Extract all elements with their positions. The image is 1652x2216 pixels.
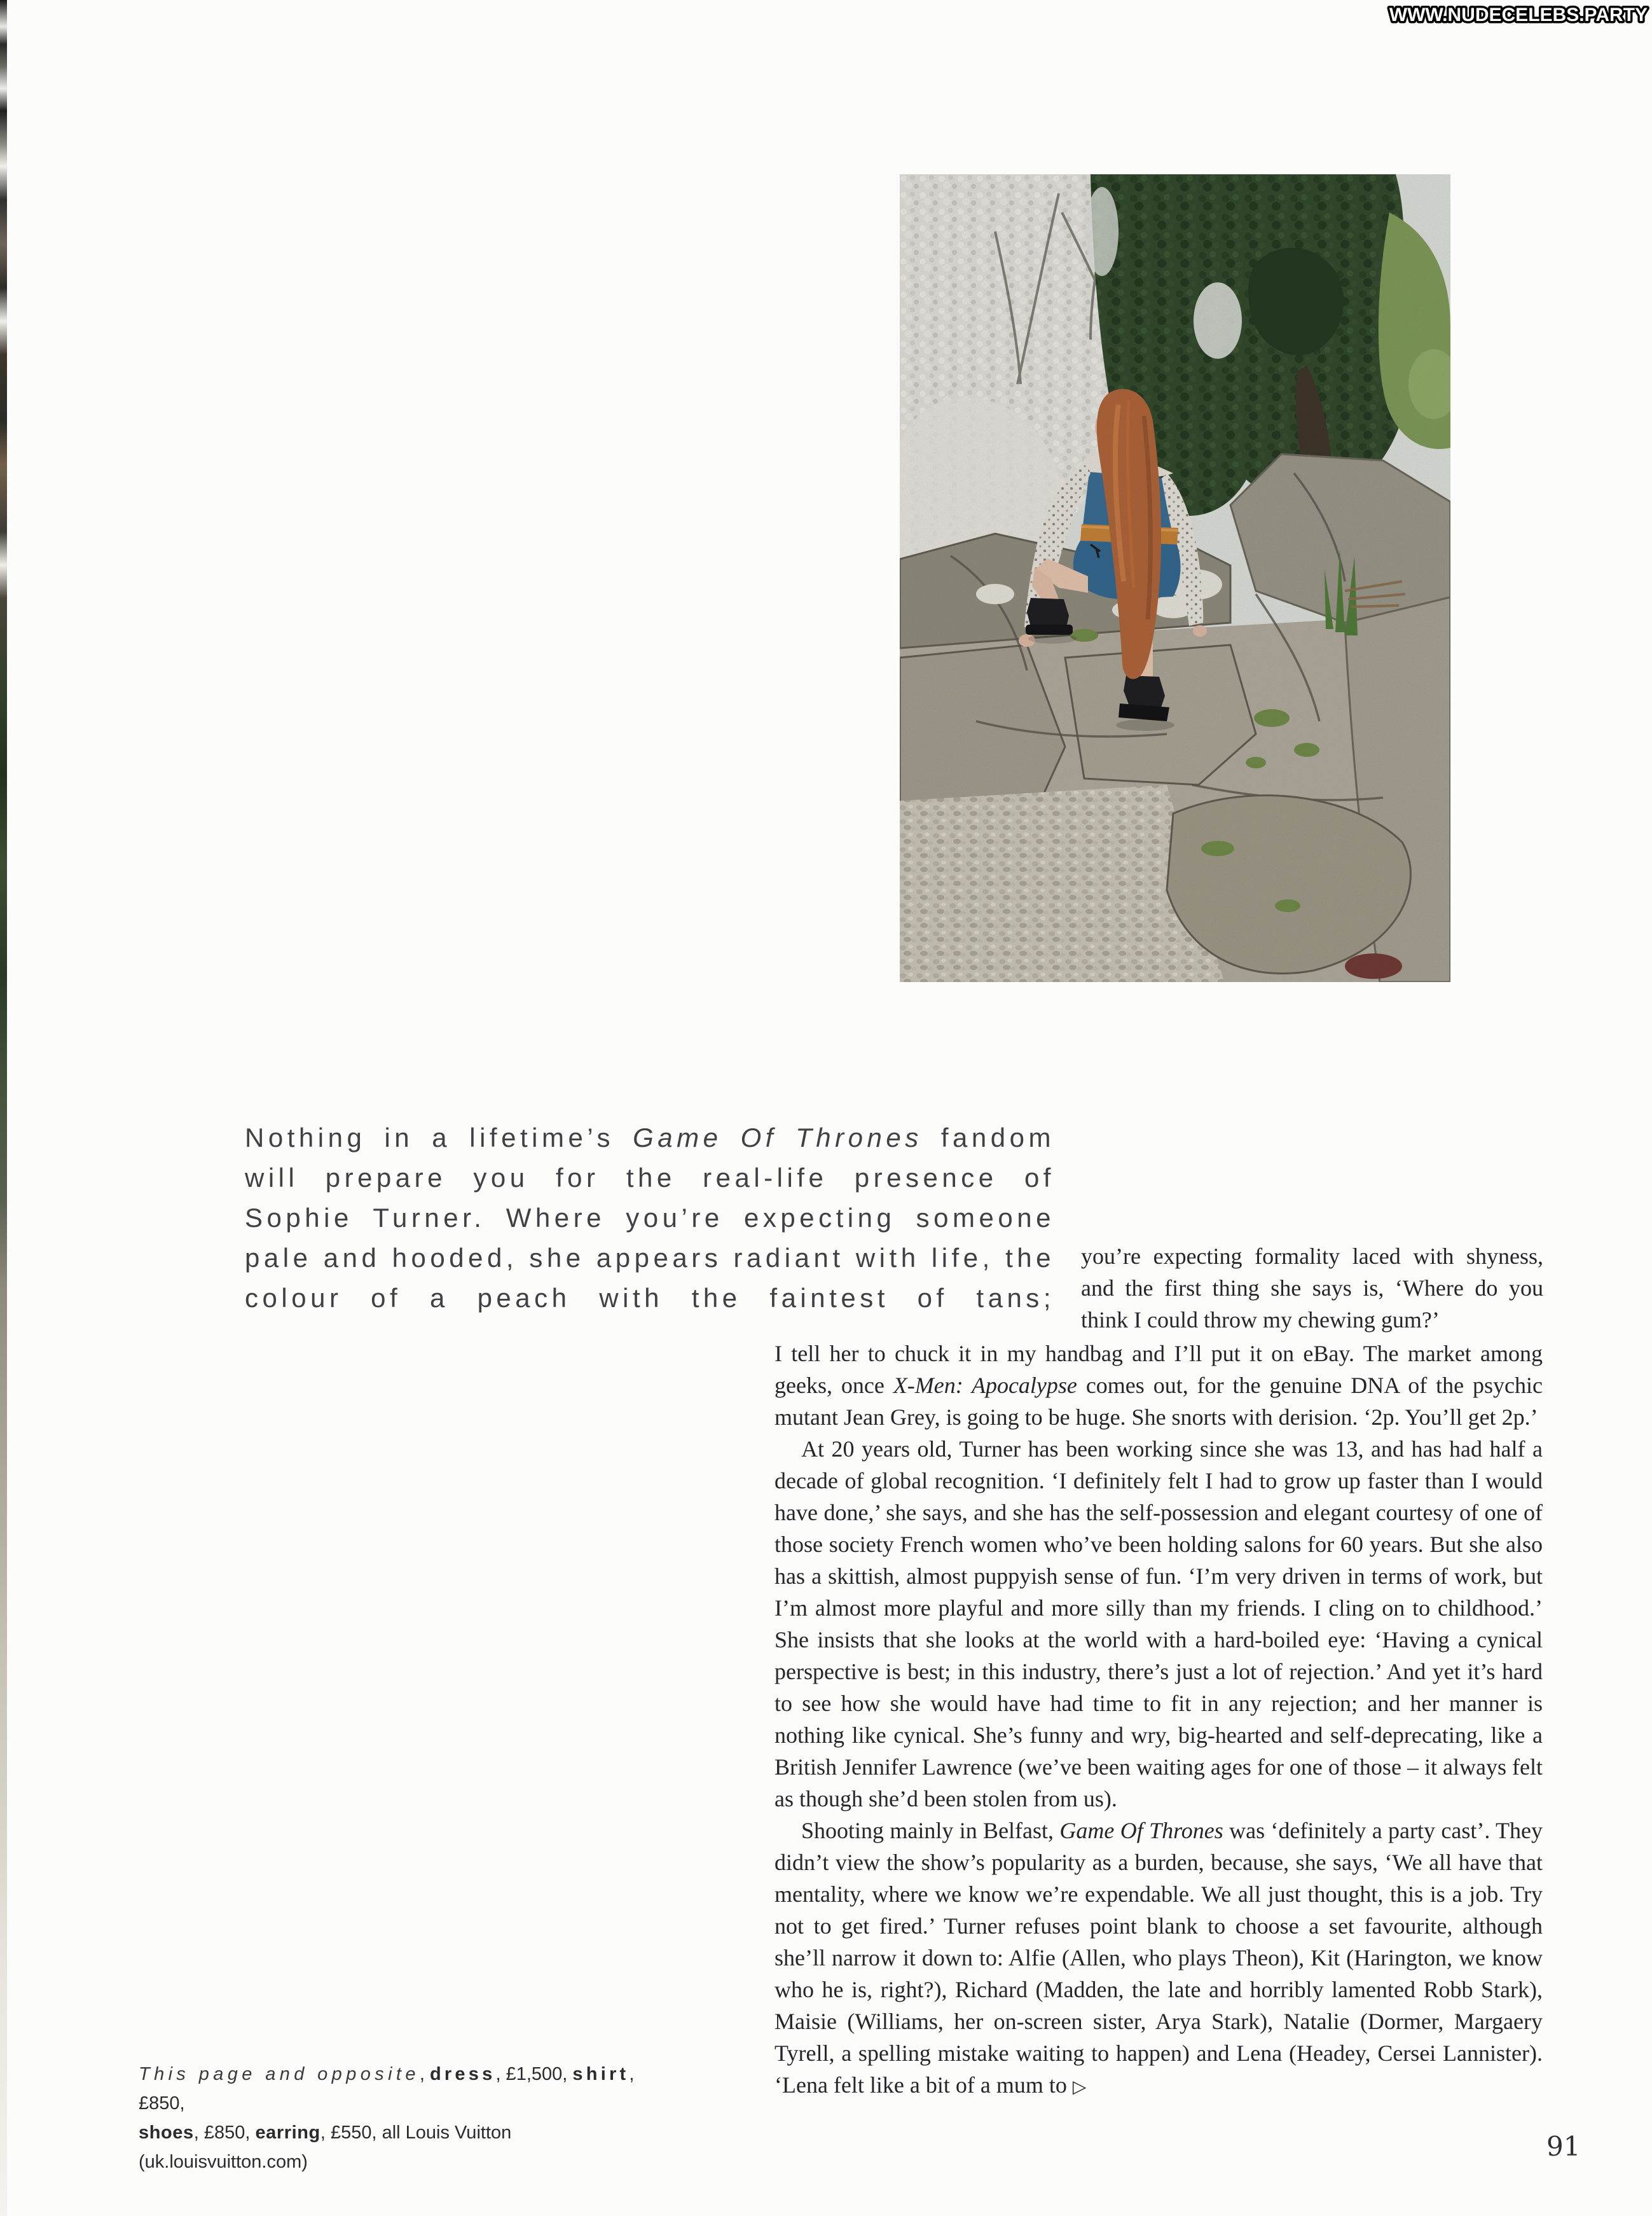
continuation-arrow-icon: ▷ bbox=[1072, 2076, 1087, 2097]
body-text: I tell her to chuck it in my handbag and I’ll put it on eBay. The market among geeks, once bbox=[774, 1341, 1543, 1398]
fashion-credits-caption bbox=[139, 2060, 685, 2177]
caption-line: shoes, £850, earring, £550, all Louis Vuitton (uk.louisvuitton.com) bbox=[139, 2123, 512, 2172]
pull-quote-text: Nothing in a lifetime’s bbox=[245, 1123, 633, 1153]
show-title-italic: Game Of Thrones bbox=[633, 1123, 923, 1153]
body-text: was ‘definitely a party cast’. They didn’t view the show’s popularity as a burden, because, she says, ‘We all have that mentality, where we know we’re expendable. We all just thought, this is a job. Try not to get fired.’ Turner refuses point blank to choose a set favourite, although she’ll narrow it down to: Alfie (Allen, who plays Theon), Kit (Harington, we know who he is, right?), Richard (Madden, the late and horribly lamented Robb Stark), Maisie (Williams, her on-screen sister, Arya Stark), Natalie (Dormer, Margaery Tyrell, a spelling mistake waiting to happen) and Lena (Headey, Cersei Lannister). ‘Lena felt like a bit of a mum to bbox=[774, 1818, 1543, 2098]
caption-intro-italic: This page and opposite bbox=[139, 2064, 420, 2084]
caption-line: This page and opposite, dress, £1,500, shirt, £850, bbox=[139, 2064, 635, 2114]
show-title-italic: Game Of Thrones bbox=[1059, 1818, 1223, 1843]
pull-quote bbox=[245, 1118, 1055, 1318]
watermark bbox=[1383, 1, 1650, 29]
paragraph bbox=[774, 1815, 1543, 2103]
photo-model-on-rock-garden bbox=[900, 174, 1450, 982]
body-text: comes out, for the genuine DNA of the psychic mutant Jean Grey, is going to be huge. She snorts with derision. ‘2p. You’ll get 2p.’ bbox=[774, 1373, 1543, 1430]
movie-title-italic: X-Men: Apocalypse bbox=[893, 1373, 1077, 1398]
page-number: 91 bbox=[1546, 2131, 1581, 2162]
caption-item: earring bbox=[255, 2123, 320, 2143]
scanned-spine-edge bbox=[0, 0, 7, 2216]
caption-item: dress bbox=[429, 2064, 496, 2084]
article-body bbox=[774, 1338, 1543, 2103]
paragraph bbox=[774, 1338, 1543, 1433]
intro-paragraph: you’re expecting formality laced with shyness, and the first thing she says is, ‘Where do you think I could throw my chewing gum?’ bbox=[1081, 1243, 1543, 1333]
photo-illustration bbox=[900, 174, 1450, 982]
pull-quote-text: fandom will prepare you for the real-life presence of Sophie Turner. Where you’re expecting someone pale and hooded, she appears radiant with life, the colour of a peach with the faintest of tans; bbox=[245, 1123, 1055, 1313]
paragraph: At 20 years old, Turner has been working since she was 13, and has had half a decade of global recognition. ‘I definitely felt I had to grow up faster than I would have done,’ she says, and she has the self-possession and elegant courtesy of one of those society French women who’ve been holding salons for 60 years. But she also has a skittish, almost puppyish sense of fun. ‘I’m very driven in terms of work, but I’m almost more playful and more silly than my friends. I cling on to childhood.’ She insists that she looks at the world with a hard-boiled eye: ‘Having a cynical perspective is best; in this industry, there’s just a lot of rejection.’ And yet it’s hard to see how she would have had time to fit in any rejection; and her manner is nothing like cynical. She’s funny and wry, big-hearted and self-deprecating, like a British Jennifer Lawrence (we’ve been waiting ages for one of those – it always felt as though she’d been stolen from us). bbox=[774, 1436, 1543, 1811]
body-text: Shooting mainly in Belfast, bbox=[801, 1818, 1060, 1843]
watermark-text: WWW.NUDECELEBS.PARTY bbox=[1389, 4, 1648, 25]
caption-item: shirt bbox=[572, 2064, 630, 2084]
caption-item: shoes bbox=[139, 2123, 194, 2143]
